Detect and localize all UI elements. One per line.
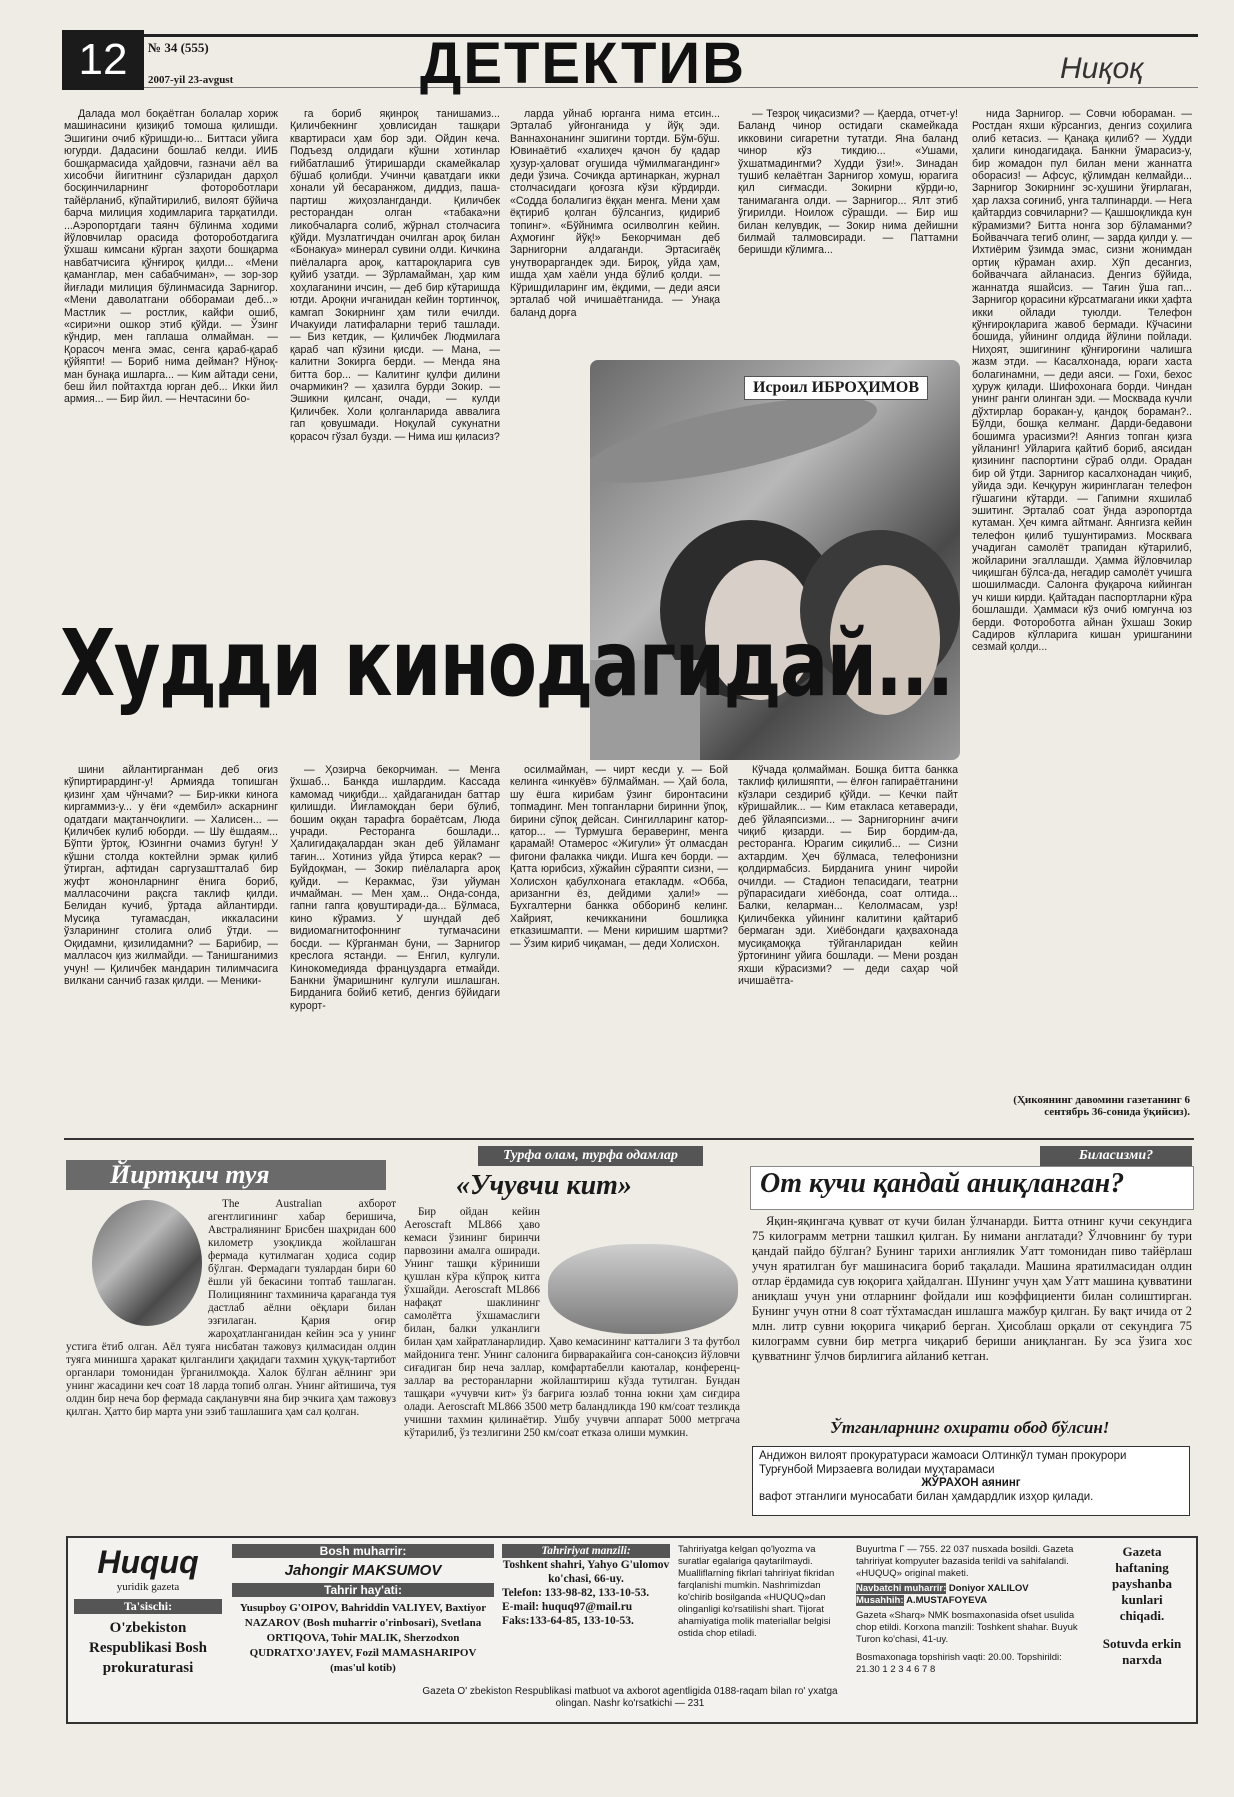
article-text: Далада мол боқаётган болалар хориж машинасини қизиқиб томоша қилишди. Эшигини очиб кўришди-ю... Биттаси уйига югурди. Дадасини бошлаб келди. ИИБ бошқармасида ҳайдовчи, газначи аёл ва хисобчи йигитнинг сўзларидан дарҳол босқинчиларнинг фотороботлари тайёрланиб, кўпайтирилиб, вилоят бўйича барча милиция ходимларига тарқатилди. ...Аэропортдаги таянч бўлинма ходими йўловчилар орасида фотороботдагига ўхшаш кимсани кўрган заҳоти бошқарма навбатчисига қўнғироқ қилди... «Мени қаманглар, мен сабабчиман», — зор-зор йиғлади милиция бўлинмасида Зарнигор. «Мени даволатгани обборамаи деб...» Мастлик — ростлик, кайфи ошиб, «сири»ни ошкор этиб қўйди. — Ўзинг кўндир, мен гаплаша олмайман. — Қорасоч менга эмас, сенга қараб-қараб қўйяпти! — Бориб нима деймaн? Нўноқ-ман бунақа ишларга... — Ким айтади сени, беш йил пойтахтда юрган деб... Икки йил армия... — Бир йил. — Нечтасини бо- [64,108,278,406]
whale-text-block [404,1206,740,1526]
price-note: Sotuvda erkin narxda [1102,1636,1182,1667]
address: Toshkent shahri, Yahyo G'ulomov ko'chasi, 66-uy. [502,1559,670,1585]
editorial-block [232,1544,494,1676]
founder: O'zbekiston Respublikasi Bosh prokuraturasi [89,1620,207,1676]
schedule-block [1098,1544,1186,1668]
article-text: га бориб яқинроқ танишамиз... Қиличбекнинг ҳовлисидан ташқари квартираси ҳам бор эди. Ойдин кеча. Подъезд олдидаги кўшни хотинлар ғийбатлашиб ўтиришарди скамейкалар бўшаб қолибди. Учинчи қаватдаги икки хонали уй бесаранжом, диддиз, паша-партиш жиҳозлангданди. Қиличбек ресторандан олган «табака»ни ликобчаларга солиб, жўрнал столчасига қўйди. Музлатгичдан очилган ароқ билан «Бонакуа» минерал сувини олди. Кичкина пиёлаларга ароқ, каттароқларига сув қуйиб узатди. — Зўрламайман, ҳар ким хоҳлаганини ичсин, — деб бир кўтаришда ютди. Ароқни ичганидан кейин тортинчоқ, камгап Зокирнинг ҳам тили ечилди. Ичакуиди латифаларни териб ташлади. — Биз кетдик, — Қиличбек Людмилага қараб чап кўзини қисди. — Мана, — калитни Зокирга берди. — Менда яна битта бор... — Калитинг қулфи дилини очармикин? — ҳазилга бурди Зокир. — Эшикни қилсанг, очади, — кулди Қиличбек. Холи қолганларида аввалига гап қовушмади. Ноқулай сукунатни қорасоч гўзал бузди. — Нима иш қиласиз? [290,108,500,443]
address-block [502,1544,670,1628]
article-col2-top [290,108,500,618]
article-text: осилмайман, — чирт кесди у. — Бой келинга «инкуёв» бўлмайман. — Ҳай бола, шу ёшга кирибам ўзинг биронтасини топмадинг. Мен топганларни биринни ўпоқ, бирини сўпоқ дейсан. Сингилларинг катор-қатор... — Турмушга бераверинг, менга қарамай! Отамерос «Жигули» ўт олмасдан фигони фалакка чиқди. Ишга кеч борди. — Қатта юрибсиз, хўжайин сўраяпти сизни, — Холисхон қабулхонага етакладм. «Обба, аризангни ёз, дейдими ҳали!» — Бухгалтерни банкка обборинб келинг. Хайрият, кечикканини бошлиқка етказишмапти. — Мени киришим шартми? — Ўзим кириб чиқаман, — деди Холисхон. [510,764,728,950]
article-col1-top [64,108,278,618]
fire-title: От кучи қандай аниқланган? [760,1168,1125,1199]
chief-editor: Jahongir MAKSUMOV [284,1562,442,1579]
camel-photo-space [66,1198,208,1330]
issue-date: 2007-yil 23-avgust [148,74,234,86]
article-col4-bottom [738,764,958,1134]
condolence-box [752,1446,1190,1516]
condolence-line1: Андижон вилоят прокуратураси жамоаси Олтинкўл туман прокурори Турғунбой Мирзаевга волидаи муҳтарамаси [759,1450,1127,1476]
proofreader: A.MUSTAFOYEVA [906,1595,988,1606]
editorial-board: Yusupboy G'OIPOV, Bahriddin VALIYEV, Baxtiyor NAZAROV (Bosh muharrir o'rinbosari), Svetlana ORTIQOVA, Tohir MALIK, Sherzodxon QUDRATXO'JAYEV, Fozil MAMASHARIPOV (mas'ul kotib) [239,1602,487,1674]
duty-editor: Doniyor XALILOV [948,1583,1029,1594]
condolence-line2: вафот этганлиги муносабати билан ҳамдардлик изҳор қилади. [759,1490,1094,1503]
article-col3-bottom [510,764,728,1134]
section-title: ДЕТЕКТИВ [420,31,746,96]
footer-logo: Huquq [97,1544,199,1580]
printer-info: Gazeta «Sharq» NMK bosmaxonasida ofset usulida chop etildi. Korxona manzili: Toshkent shahar. Buyuk Turon ko'chasi, 41-uy. [856,1610,1078,1645]
fax: Faks:133-64-85, 133-10-53. [502,1615,634,1627]
whale-photo-space [540,1206,740,1336]
article-text: — Тезроқ чиқасизми? — Қаерда, отчет-у! Баланд чинор остидаги скамейкада икковини сигаретни тутатди. Яна баланд чинор кўз тикдию... «Ушами, ўхшатмадингми? Худди ўзи!». Зинадан тушиб келаётган Зарнигор хомуш, юрагига қил сиғмасди. Зокирни кўрди-ю, танимаганга олди. — Зарнигор... Ялт этиб ўгирилди. Ноилож сўрашди. — Бир иш билан келувдик, — Зокир нима дейишни билмай талмовсиради. — Паттамни беришди кўлимга... [738,108,958,257]
article-text: нида Зарнигор. — Совчи юбораман. — Ростдан яхши кўрсангиз, денгиз соҳилига олиб кетасиз. — Қанақа қилиб? — Худди ҳалиги кинодагидақа. Банкни ўмарасиз-у, бир жомадон пул билан мени жаннатга оборасиз! — Афсус, қўлимдан келмайди... Зарнигор Зокирнинг эс-ҳушини ўғирлаган, ҳар лахза соғиниб, унга талпинарди. — Нега қайтардиз совчиларни? — Қашшоқликда кун кўрамизми? Битта нонга зор бўламанми? Бойваччага тегиб олинг, — зарда қилди у. — Ихтиёрим ўзимда эмас, сизни жонимдан ортиқ кўраман ахир. Хўп десангиз, бойваччага айланасиз. Денгиз бўйида, жаннатда яшайсиз. — Тағин ўша гап... Зарнигор қорасини кўрсатмагани икки ҳафта икки ойлади туюлди. Телефон қўнғироқларига жавоб бермади. Кўчасини бошида, уйининг олдида йўлини пойлади. Ниҳоят, эшигининг қўнғироғини чалишга жазм этди. — Касалхонада, юраги хаста болагинамни, — деди аяси. — Гохи, бехос ҳуруж қилади. Шифохонага борди. Чиндан унинг ранги олинган эди. — Москвада кучли дўхтирлар боракан-у, қандоқ бораман?.. Бўлди, бошқа келманг. Дарди-бедавони бошимга урасизми?! Аянгиз топган қизга уйланинг! Уйларига қайтиб бориб, аясидан қизининг паспортини сўраб олди. Орадан бир ой ўтди. Зарнигор касалхонадан чиқиб, уйида эди. Кечқурун жиринглаган телефон гўшагини кўтарди. — Гапимни яхшилаб эшитинг. Эрталаб соат ўнда аэропортда кутаман. Ҳеч кимга айтманг. Аянгизга кейин телефон қилиб тушунтирамиз. Москвага учадиган самолёт трапидан кўтарилиб, жойларини эгаллашди. Ҳамма йўловчилар чиқишган бўлса-да, негадир самолёт учишга шошилмасди. Салонга фуқароча кийинган уч киши кирди. Қайтадан паспортларни кўра бошлашди. Ҳаммаси кўз очиб юмгунча юз берди. Фотороботга айнан ўхшаш Зокир Садиров кўлларига кишан уришганини сезмай қолди... [972,108,1192,654]
camel-text-block [66,1198,396,1528]
print-times: Bosmaxonaga topshirish vaqti: 20.00. Topshirildi: 21.30 1 2 3 4 6 7 8 [856,1652,1062,1675]
condolence-title: Ўтганларнинг охирати обод бўлсин! [830,1418,1110,1437]
rubric-turfa: Турфа олам, турфа одамлар [478,1146,703,1166]
article-headline: Худди кинодагидай... [60,610,953,717]
article-author: Исроил ИБРОҲИМОВ [744,376,928,400]
whale-text: Бир ойдан кейин Aeroscraft ML866 ҳаво кемаси ўзининг биринчи парвозини амалга оширади. Унинг ташқи кўриниши қушлан кўра кўпроқ китга ўхшайди. Aeroscraft ML866 нафақат шаклининг самолётга ўхшамаслиги билан, балки улканлиги билан ҳам хайратланарлидир. Ҳаво кемасининг катталиги 3 та футбол майдонига тенг. Унинг салонига бирваракайига сон-саноқсиз йўловчи сиғадиган бир неча заллар, комфартабелли каюталар, конференц-заллар ва ресторанларни жойлаштириш кўзда тутилган. Бундан ташқари «учувчи кит» ўз бағрига юзлаб тонна юкни ҳам сиғдира олади. Aeroscraft ML866 3500 метр баландликда 190 км/соат тезликда учишни тахмин қилинаётир. Ушбу учувчи аппарат 5000 метргача кўтарилиб, ўз тезлигини 250 км/соат етказа олиши мумкин. [404,1206,740,1439]
fire-text: Яқин-яқингача қувват от кучи билан ўлчанарди. Битта отнинг кучи секундига 75 килограмм метрни ташкил қилган. Бу нимани англатади? Ўлчовнинг бу тури қандай пайдо бўлган? Бунинг тарихи англиялик Уатт томонидан пиво тайёрлаш учун яратилган буғ машинасига бориб тақалади. Машина яратилмасидан олдин отлар ёрдамида сув юқорига ҳайдалган. Шунинг учун ҳам Уатт машина қувватини аниқлаш учун уни отларнинг фойдали иш коэффициенти билан солиштирган. Бунинг учун отни 8 соат тўхтамасдан ишлашга мажбур қилган. Бу вақт ичида от 2 млн. литр сувни юқорига чиқариб берган. Ҳисоблаш орқали от секундига 75 килограмм сувни бир метрга чиқариб бериши аниқланган. Бу эса ўзига хос қувватнинг ўлчов бирлигига айланиб кетган. [752,1214,1192,1363]
duty-label: Navbatchi muharrir: [856,1583,947,1594]
brand-name: Ниқоқ [1060,52,1144,85]
divider [64,1138,1194,1140]
print-info [856,1544,1088,1676]
fire-text-block [752,1214,1192,1394]
whale-title: «Учувчи кит» [456,1170,632,1201]
policy-note: Tahririyatga kelgan qo'lyozma va suratlar egalariga qaytarilmaydi. Mualliflarning fikrlari tahririyat fikridan farqlanishi mumkin. Nashrimizdan ko'chirib bosilganda «HUQUQ»dan olinganligi ko'rsatilishi shart. Tijorat ahamiyatiga molik materiallar belgisi ostida chop etiladi. [678,1544,835,1639]
condolence-name: ЖЎРАХОН аянинг [921,1477,1021,1489]
rubric-bilasizmi: Биласизми? [1040,1146,1192,1166]
issue-number: № 34 (555) [148,40,209,55]
founder-label: Ta'sischi: [74,1599,222,1614]
footer-logo-block [74,1544,222,1678]
article-text: ларда уйнаб юрганга нима етсин... Эрталаб уйғонганида у йўқ эди. Ваннахонанинг эшигини тортди. Бўм-бўш. Ювинаётиб «халиҳеч қачон бу қадар ҳузур-ҳаловат огушида чўмилмагандинг» деди ўзича. Сочикда артинаркан, журнал столчасидаги қоғозга кўзи кўрдирди. «Содда болалигиз ёққан менга. Мени ҳам ёқтириб қолган бўлсангиз, қидириб топинг». «Бўйнимга осилволгин кейин. Аҳмоғинг йўқ!» Бекорчиман деб Зарнигорни алдаганди. Эртасигаёқ унутвораргандек эди. Бироқ, уйда ҳам, ишда ҳам хаёли унда бўлиб қолди. — Кўришдиларинг им, ёқдими, — деди аяси эрталаб чой ичишаётганида. — Унақа баланд дорға [510,108,720,319]
article-col2-bottom [290,764,500,1134]
continuation-note: (Ҳикоянинг давомини газетанинг 6 сентябрь 36-сонида ўқийсиз). [1013,1094,1190,1118]
article-text: — Ҳозирча бекорчиман. — Менга ўхшаб... Банкда ишлардим. Кассада камомад чиқибди... ҳайдаганидан баттар қилишди. Йиғламоқдан бери бўлиб, бошим оққан тарафга бораётсам, Люда учради. Ресторанга бошлади... Ҳалигидақалардан экан деб ўйламанг тағин... Хотиниз уйда ўтирса керак? — Буйдоқман, — Зокир пиёлаларга ароқ қуйди. — Керакмас, ўзи уйуман ичмайман. — Мен ҳам... Онда-сонда, гапни гапга қовуштиради-да... Бўлмаса, кино кўрамиз. У шундай деб видиомагнитофоннинг тугмачасини босди. — Кўрганман буни, — Зарнигор креслога ястанди. — Енгил, кулгули. Кинокомедияда француздарга етмайди. Банкни ўмаришнинг кулгули ишлашган. Бирданига бойиб кетиб, денгиз бўйидаги курорт- [290,764,500,1012]
camel-title: Йиртқич туя [110,1160,270,1189]
email: E-mail: huquq97@mail.ru [502,1601,633,1613]
weekly-note: Gazeta haftaning payshanba kunlari chiqadi. [1112,1544,1172,1623]
article-col5 [972,108,1192,1128]
board-label: Tahrir hay'ati: [232,1583,494,1597]
order-info: Buyurtma Г — 755. 22 037 nusxada bosildi. Gazeta tahririyat kompyuter bazasida terildi va sahifalandi. «HUQUQ» original maketi. [856,1544,1074,1579]
article-col1-bottom [64,764,278,1134]
article-col4-top [738,108,958,344]
chief-label: Bosh muharrir: [232,1544,494,1558]
page-number: 12 [62,30,144,90]
address-label: Tahririyat manzili: [502,1544,670,1558]
registration-note: Gazeta O' zbekiston Respublikasi matbuot va axborot agentligida 0188-raqam bilan ro' yxatga olingan. Nashr ko'rsatkichi — 231 [422,1686,838,1709]
proofreader-label: Musahhih: [856,1595,904,1606]
article-text: шини айлантирганман деб оғиз кўпиртирардинг-у! Армияда топишган қизинг ҳам чўнчами? — Бир-икки кинога киргаммиз-у... у ёғи «дембил» аскарнинг одатдаги мақтанчоқлиги. — Халисен... — Қиличбек кулиб юборди. — Шу ёшдаям... Бўпти ўртоқ, Юзингни очамиз бугун! У кўшни столда коктейлни эрмак қилиб ўтирган, афтидан саргузаштталаб бир жуфт жононларнинг ёнига бориб, малласочини рақсга таклиф қилди. Белидан кучиб, ўртада айлантирди. Мусиқа тугамасдан, иккаласини ўзларининг столига олиб ўтди. — Оқидамни, қизилидамни? — Барибир, — малласоч қиз жилмайди. — Танишганимиз учун! — Қиличбек мандарин тилимчасига вилкани санчиб газак қилди. — Меники- [64,764,278,987]
footer-logo-sub: yuridik gazeta [116,1581,180,1593]
article-text: Кўчада қолмайман. Бошқа битта банкка таклиф қилишяпти, — ёлғон гапираётганини кўзлари сездириб қўйди. — Кечки пайт кўришайлик... — Ким етаклаca кетаверади, деб ўйлаяпсизми... — Зарнигорнинг ачиғи чиқиб қизарди. — Бир бордим-да, ресторанга. Юрагим сиқилиб... — Сизни ахтардим. Ҳеч бўлмаса, телефонизни қолдирмабсиз. Бирданига унинг чиройи очилди. — Стадион тепасидаги, театрни рўпарасидаги хиёбонда, соат олтида... Балки, келарман... Келолмасам, узр! Қиличбекка уйининг калитини қайтариб бермаган эди. Хиёбондаги қаҳвахонада мусиқамоққа тўйганларидан кейин ўртоғининг уйига бошлади. — Мени роздан яхши кўрасизми? — деди саҳар чой ичишаётга- [738,764,958,987]
camel-text: The Australian ахборот агентлигининг хабар беришича, Австралиянинг Брисбен шаҳридан 600 километр узоқликда жойлашган фермада кутилмаган ҳодиса содир бўлган. Фермадаги туялардан бири 60 ёшли уй бекасини топтаб ташлаган. Полициянинг тахминича қараганда туя дастлаб аёлни оёқлари билан эзғилаган. Қария оғир жароҳатланганидан кейин эса у унинг устига ётиб олган. Аёл туяга нисбатан тажовуз қилмасидан олдин туяга минишга ҳаракат қилганлиги ҳақидаги тахмин ҳуқуқ-тартибот органлари томонидан ўрганилмоқда. Халок бўлган аёлнинг эри унинг жасадини кеч соат 18 ларда топиб олган. Унинг айтишича, туя олдин бир неча бор фермада сақланувчи яна бир эчкига ҳам тажовуз қилган. Ҳатто бир марта уни эзиб ташлашига ҳам сал қолган. [66,1198,396,1418]
phone: Telefon: 133-98-82, 133-10-53. [502,1587,650,1599]
